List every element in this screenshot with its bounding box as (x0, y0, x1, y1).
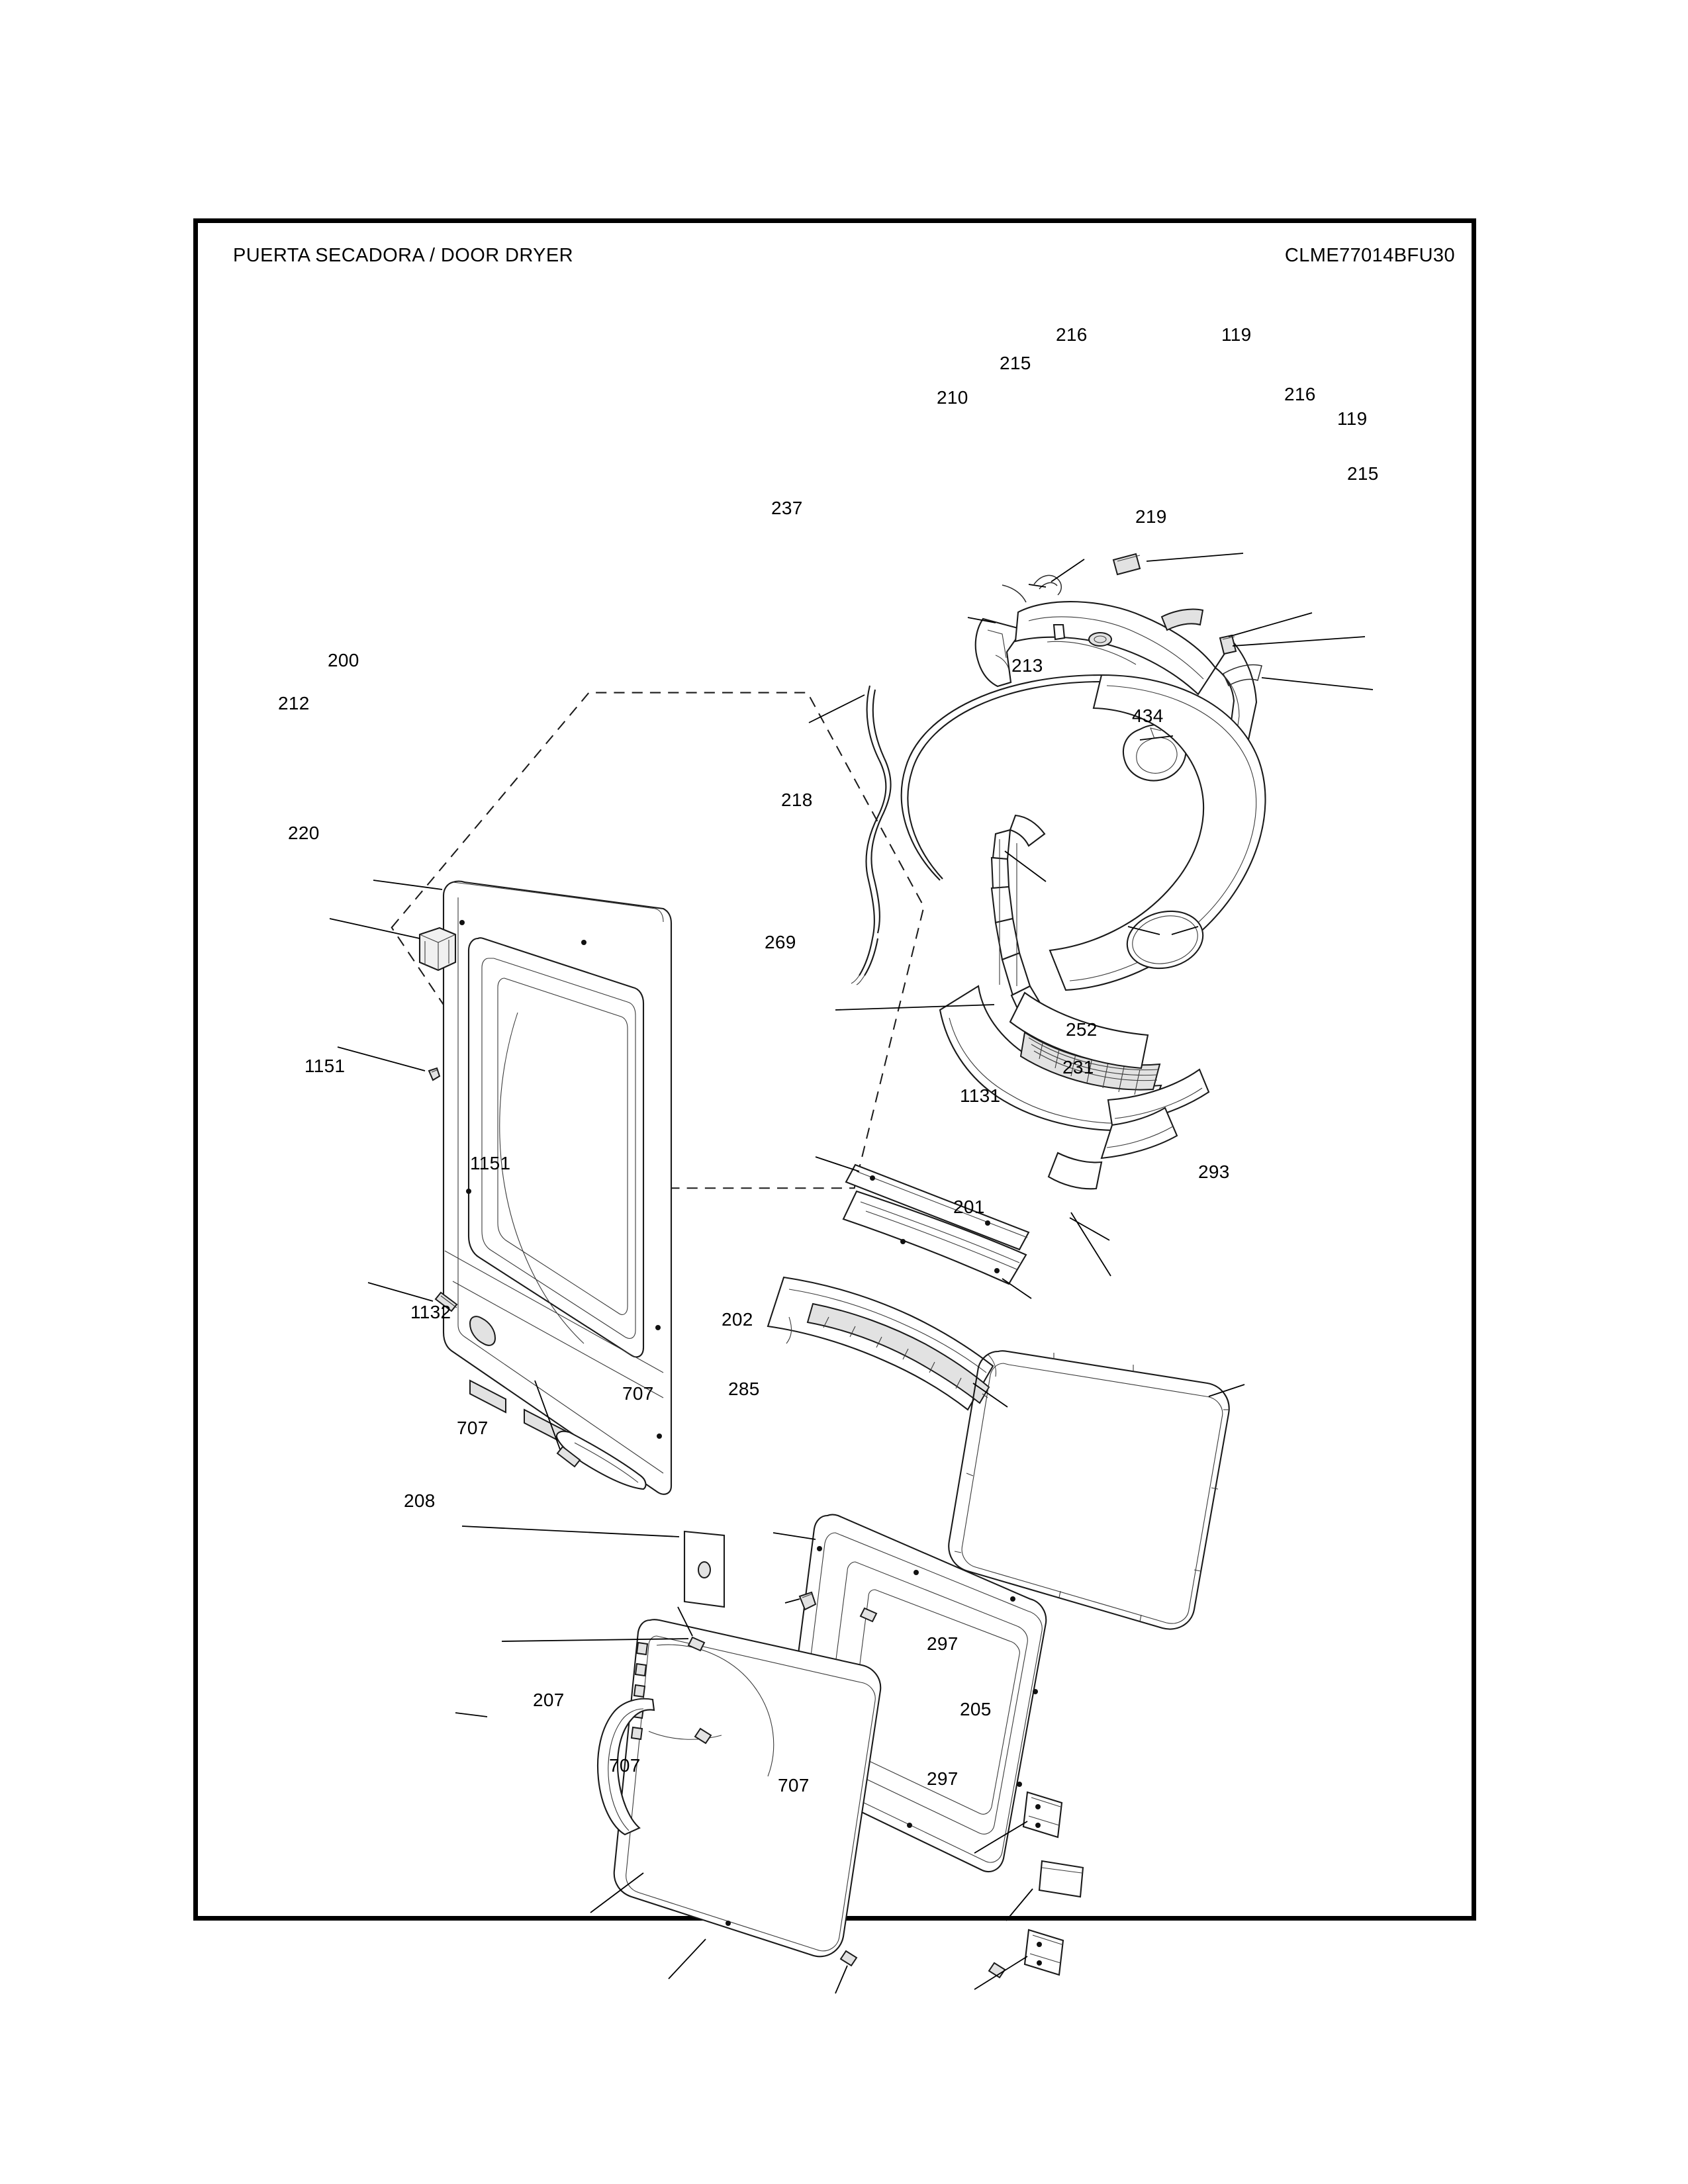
callout-202: 202 (722, 1309, 753, 1330)
callout-1131: 1131 (960, 1085, 1001, 1106)
callout-707-b: 707 (457, 1418, 489, 1438)
callout-252: 252 (1066, 1019, 1098, 1040)
callout-269: 269 (765, 932, 796, 952)
callout-210: 210 (937, 387, 968, 408)
callout-200: 200 (328, 650, 359, 670)
model-code: CLME77014BFU30 (1284, 245, 1455, 266)
callout-1151-a: 1151 (305, 1056, 346, 1076)
callout-707-a: 707 (622, 1383, 654, 1404)
callout-434: 434 (1132, 705, 1164, 726)
callout-297-b: 297 (927, 1768, 959, 1789)
callout-208: 208 (404, 1490, 436, 1511)
page-title: PUERTA SECADORA / DOOR DRYER (233, 245, 573, 266)
callout-297-a: 297 (927, 1633, 959, 1654)
callout-216-a: 216 (1056, 324, 1088, 345)
callout-119-a: 119 (1221, 324, 1252, 345)
callout-218: 218 (781, 790, 813, 810)
callout-201: 201 (953, 1197, 985, 1217)
callout-215-a: 215 (1000, 353, 1031, 373)
callout-216-b: 216 (1284, 384, 1316, 404)
callout-205: 205 (960, 1699, 992, 1719)
callout-119-b: 119 (1337, 408, 1368, 429)
callout-707-d: 707 (778, 1775, 810, 1796)
callout-293: 293 (1198, 1161, 1230, 1182)
callout-213: 213 (1011, 655, 1043, 676)
callout-285: 285 (728, 1379, 760, 1399)
callout-231: 231 (1062, 1057, 1094, 1077)
callout-1132: 1132 (410, 1302, 451, 1322)
callout-207: 207 (533, 1690, 565, 1710)
callout-215-b: 215 (1347, 463, 1379, 484)
callout-707-c: 707 (609, 1755, 641, 1776)
parts-artwork (193, 218, 1476, 1921)
callout-219: 219 (1135, 506, 1167, 527)
callout-220: 220 (288, 823, 320, 843)
callout-212: 212 (278, 693, 310, 713)
callout-1151-b: 1151 (470, 1153, 511, 1173)
callout-237: 237 (771, 498, 803, 518)
